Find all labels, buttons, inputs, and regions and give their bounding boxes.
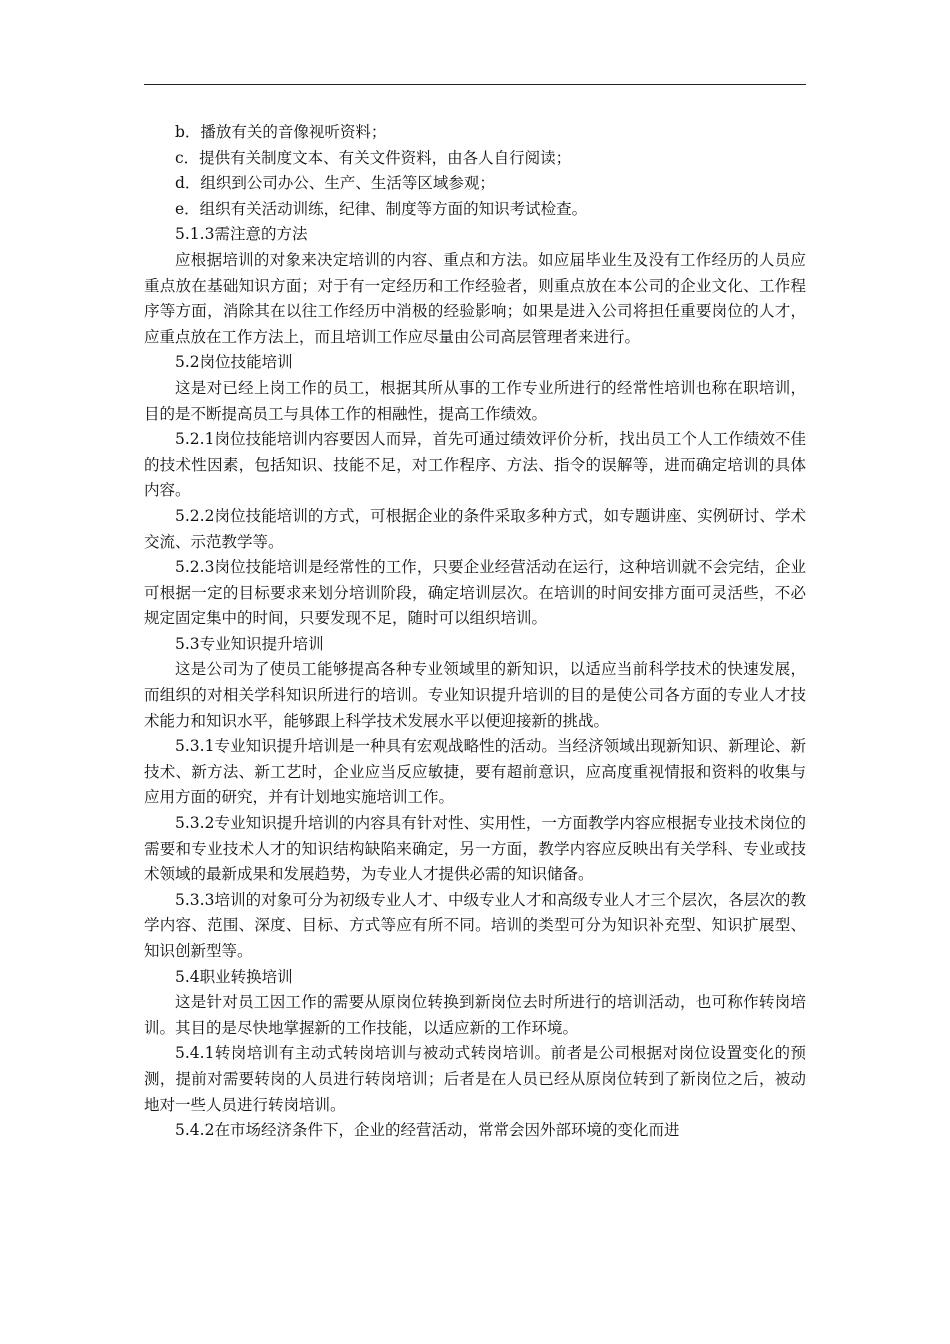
- paragraph: 5.3.1专业知识提升培训是一种具有宏观战略性的活动。当经济领域出现新知识、新理论、新技术、新方法、新工艺时，企业应当反应敏捷，要有超前意识，应高度重视情报和资料的收集与应用方面的研究，并有计划地实施培训工作。: [144, 737, 806, 807]
- paragraph: e．组织有关活动训练，纪律、制度等方面的知识考试检查。: [175, 199, 588, 218]
- paragraph: 5.4.2在市场经济条件下，企业的经营活动，常常会因外部环境的变化而进: [175, 1121, 680, 1140]
- paragraph: 5.2.1岗位技能培训内容要因人而异，首先可通过绩效评价分析，找出员工个人工作绩效不佳的技术性因素，包括知识、技能不足，对工作程序、方法、指令的误解等，进而确定培训的具体内容。: [144, 430, 806, 500]
- paragraph: 5.4.1转岗培训有主动式转岗培训与被动式转岗培训。前者是公司根据对岗位设置变化的预测，提前对需要转岗的人员进行转岗培训；后者是在人员已经从原岗位转到了新岗位之后，被动地对一些人员进行转岗培训。: [144, 1044, 806, 1114]
- paragraph: d．组织到公司办公、生产、生活等区域参观；: [175, 174, 495, 193]
- paragraph: 这是公司为了使员工能够提高各种专业领域里的新知识，以适应当前科学技术的快速发展，而组织的对相关学科知识所进行的培训。专业知识提升培训的目的是使公司各方面的专业人才技术能力和知识水平，能够跟上科学技术发展水平以便迎接新的挑战。: [144, 660, 806, 730]
- section-heading: 5.1.3需注意的方法: [175, 225, 308, 244]
- section-heading: 5.2岗位技能培训: [175, 353, 293, 372]
- document-body: [144, 120, 806, 1144]
- paragraph: 5.2.3岗位技能培训是经常性的工作，只要企业经营活动在运行，这种培训就不会完结，企业可根据一定的目标要求来划分培训阶段，确定培训层次。在培训的时间安排方面可灵活些，不必规定固定集中的时间，只要发现不足，随时可以组织培训。: [144, 558, 806, 628]
- section-heading: 5.4职业转换培训: [175, 967, 293, 986]
- paragraph: 应根据培训的对象来决定培训的内容、重点和方法。如应届毕业生及没有工作经历的人员应重点放在基础知识方面；对于有一定经历和工作经验者，则重点放在本公司的企业文化、工作程序等方面，消除其在以往工作经历中消极的经验影响；如果是进入公司将担任重要岗位的人才，应重点放在工作方法上，而且培训工作应尽量由公司高层管理者来进行。: [144, 250, 806, 346]
- paragraph: b．播放有关的音像视听资料；: [175, 123, 387, 141]
- paragraph: 5.3.3培训的对象可分为初级专业人才、中级专业人才和高级专业人才三个层次，各层次的教学内容、范围、深度、目标、方式等应有所不同。培训的类型可分为知识补充型、知识扩展型、知识创新型等。: [144, 890, 806, 960]
- paragraph: 这是对已经上岗工作的员工，根据其所从事的工作专业所进行的经常性培训也称在职培训，目的是不断提高员工与具体工作的相融性，提高工作绩效。: [144, 378, 806, 423]
- paragraph: 5.3.2专业知识提升培训的内容具有针对性、实用性，一方面教学内容应根据专业技术岗位的需要和专业技术人才的知识结构缺陷来确定，另一方面，教学内容应反映出有关学科、专业或技术领域的最新成果和发展趋势，为专业人才提供必需的知识储备。: [144, 814, 806, 884]
- paragraph: 5.2.2岗位技能培训的方式，可根据企业的条件采取多种方式，如专题讲座、实例研讨、学术交流、示范教学等。: [144, 506, 806, 551]
- section-heading: 5.3专业知识提升培训: [175, 634, 324, 653]
- paragraph: 这是针对员工因工作的需要从原岗位转换到新岗位去时所进行的培训活动，也可称作转岗培训。其目的是尽快地掌握新的工作技能，以适应新的工作环境。: [144, 993, 806, 1037]
- header-rule: [144, 84, 806, 85]
- paragraph: c．提供有关制度文本、有关文件资料，由各人自行阅读；: [175, 148, 572, 167]
